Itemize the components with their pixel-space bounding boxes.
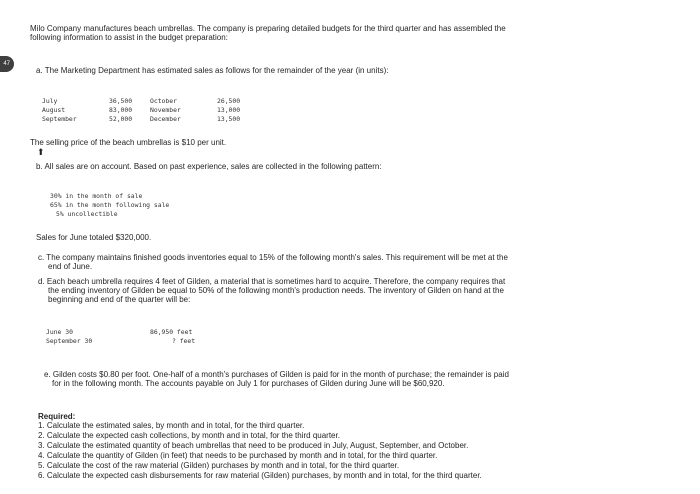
required-item: 4. Calculate the quantity of Gilden (in feet) that needs to be purchased by month and in total, for the third quarter. [38,451,438,460]
intro-line-2: following information to assist in the budget preparation: [30,33,228,42]
part-d-line-3: beginning and end of the quarter will be: [48,295,191,304]
sales-units: 52,000 [109,115,133,123]
part-c-line-1: c. The company maintains finished goods inventories equal to 15% of the following month's sales. This requirement will be met at the [38,253,508,262]
sales-month: October [150,97,177,105]
mouse-cursor-icon: ⬆ [37,147,45,157]
part-e-line-2: for in the following month. The accounts payable on July 1 for purchases of Gilden during June will be $60,920. [52,379,445,388]
part-d-line-2: the ending inventory of Gilden be equal to 50% of the following month's production needs. The inventory of Gilden on hand at the [48,286,504,295]
inventory-value: 86,950 feet [150,328,193,336]
collection-pattern-item: 30% in the month of sale [50,192,143,200]
required-item: 1. Calculate the estimated sales, by month and in total, for the third quarter. [38,421,305,430]
sales-month: December [150,115,181,123]
june-sales-text: Sales for June totaled $320,000. [36,233,152,242]
required-heading: Required: [38,412,76,421]
problem-number-badge: 47 [0,56,14,72]
sales-units: 83,000 [109,106,133,114]
sales-units: 26,500 [217,97,241,105]
sales-month: November [150,106,181,114]
collection-pattern-item: 65% in the month following sale [50,201,170,209]
intro-line-1: Milo Company manufactures beach umbrellas. The company is preparing detailed budgets for the third quarter and has assembled the [30,24,506,33]
inventory-date: June 30 [46,328,73,336]
required-item: 5. Calculate the cost of the raw material (Gilden) purchases by month and in total, for the third quarter. [38,461,400,470]
part-e-line-1: e. Gilden costs $0.80 per foot. One-half of a month's purchases of Gilden is paid for in the month of purchase; the remainder is paid [44,370,509,379]
part-c-line-2: end of June. [48,262,93,271]
required-item: 3. Calculate the estimated quantity of beach umbrellas that need to be produced in July, August, September, and October. [38,441,469,450]
inventory-date: September 30 [46,337,93,345]
sales-month: September [42,115,77,123]
required-item: 6. Calculate the expected cash disbursements for raw material (Gilden) purchases, by month and in total, for the third quarter. [38,471,482,480]
sales-units: 13,000 [217,106,241,114]
sales-month: July [42,97,58,105]
required-item: 2. Calculate the expected cash collections, by month and in total, for the third quarter. [38,431,340,440]
sales-month: August [42,106,66,114]
part-d-line-1: d. Each beach umbrella requires 4 feet of Gilden, a material that is sometimes hard to acquire. Therefore, the company requires that [38,277,506,286]
sales-units: 36,500 [109,97,133,105]
inventory-value: ? feet [172,337,196,345]
selling-price-text: The selling price of the beach umbrellas is $10 per unit. [30,138,227,147]
part-a-text: a. The Marketing Department has estimated sales as follows for the remainder of the year (in units): [36,66,389,75]
part-b-text: b. All sales are on account. Based on past experience, sales are collected in the following pattern: [36,162,382,171]
sales-units: 13,500 [217,115,241,123]
collection-pattern-item: 5% uncollectible [56,210,118,218]
